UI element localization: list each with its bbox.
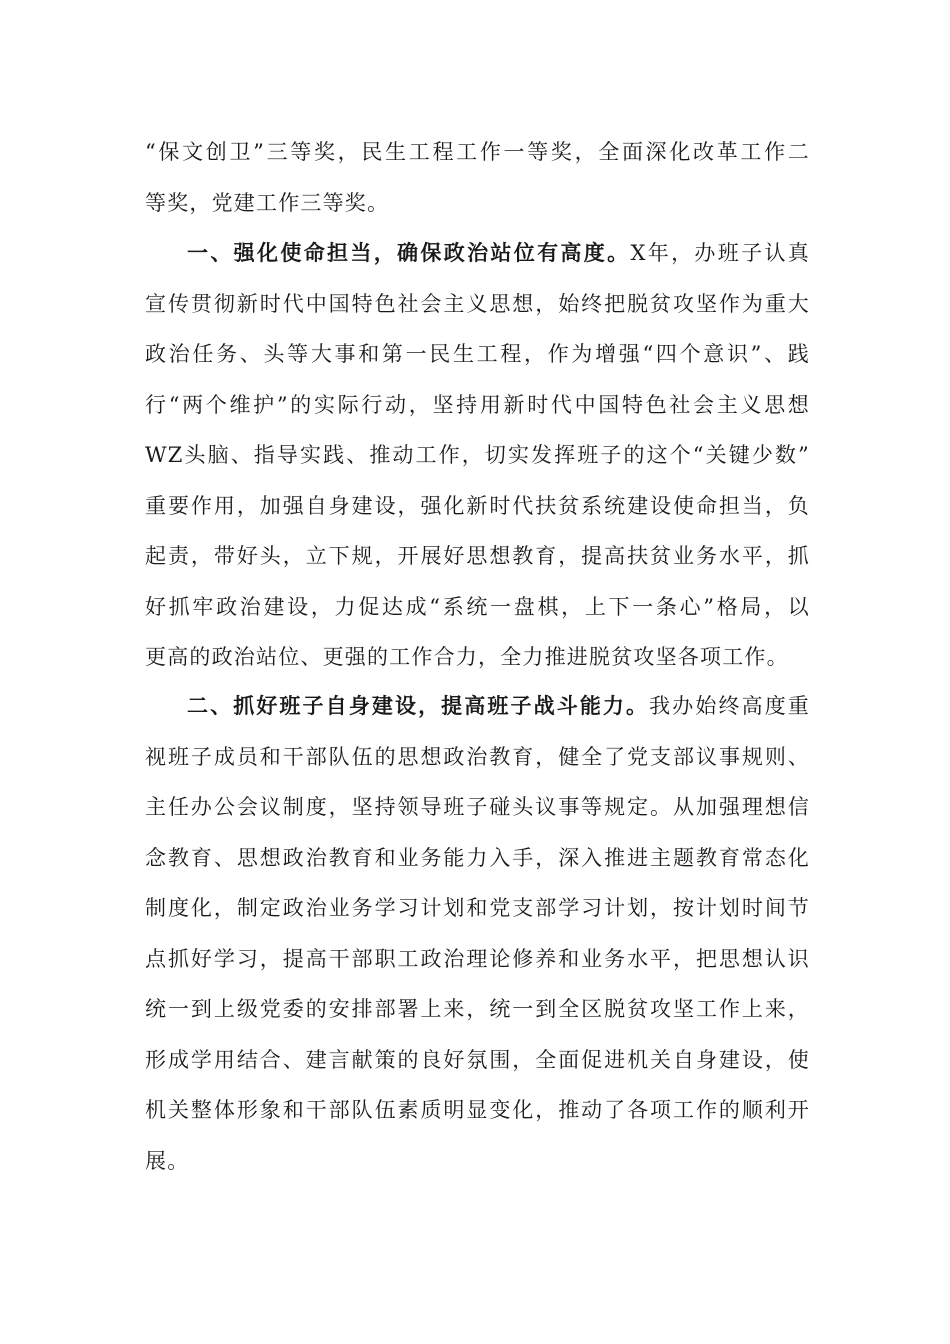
text-line: 视班子成员和干部队伍的思想政治教育，健全了党支部议事规则、 — [145, 744, 810, 769]
text-line: 政治任务、头等大事和第一民生工程，作为增强“四个意识”、践 — [145, 342, 810, 366]
text-line: 起责，带好头，立下规，开展好思想教育，提高扶贫业务水平，抓 — [145, 544, 810, 568]
text-line: 念教育、思想政治教育和业务能力入手，深入推进主题教育常态化 — [145, 845, 810, 870]
text-line: 好抓牢政治建设，力促达成“系统一盘棋，上下一条心”格局，以 — [145, 594, 810, 619]
paragraph-continuation — [145, 127, 810, 228]
section-heading-line — [145, 681, 810, 732]
text-line: 等奖，党建工作三等奖。 — [145, 190, 390, 215]
text-line: 机关整体形象和干部队伍素质明显变化，推动了各项工作的顺利开 — [145, 1098, 810, 1122]
text-line: 重要作用，加强自身建设，强化新时代扶贫系统建设使命担当，负 — [145, 493, 810, 518]
text-line: 行“两个维护”的实际行动，坚持用新时代中国特色社会主义思想 — [145, 392, 810, 417]
section-heading-line — [145, 228, 810, 279]
text-line: “保文创卫”三等奖，民生工程工作一等奖，全面深化改革工作二 — [145, 140, 810, 164]
text-line: 统一到上级党委的安排部署上来，统一到全区脱贫攻坚工作上来， — [145, 997, 810, 1021]
section-heading: 二、抓好班子自身建设，提高班子战斗能力。 — [187, 693, 650, 718]
text-line: 展。 — [145, 1148, 190, 1173]
text-line: WZ头脑、指导实践、推动工作，切实发挥班子的这个“关键少数” — [145, 443, 810, 467]
text-line: 更高的政治站位、更强的工作合力，全力推进脱贫攻坚各项工作。 — [145, 645, 789, 669]
paragraph-section-two — [145, 681, 810, 1186]
text-line: 形成学用结合、建言献策的良好氛围，全面促进机关自身建设，使 — [145, 1047, 810, 1072]
text-line: 宣传贯彻新时代中国特色社会主义思想，始终把脱贫攻坚作为重大 — [145, 291, 810, 316]
text-line: 制度化，制定政治业务学习计划和党支部学习计划，按计划时间节 — [145, 896, 810, 920]
text-line: 点抓好学习，提高干部职工政治理论修养和业务水平，把思想认识 — [145, 946, 810, 971]
heading-line-rest: 我办始终高度重 — [649, 694, 811, 718]
heading-line-rest: X年，办班子认真 — [630, 241, 810, 265]
section-heading: 一、强化使命担当，确保政治站位有高度。 — [187, 240, 631, 265]
text-line: 主任办公会议制度，坚持领导班子碰头议事等规定。从加强理想信 — [145, 795, 810, 819]
paragraph-section-one — [145, 228, 810, 683]
